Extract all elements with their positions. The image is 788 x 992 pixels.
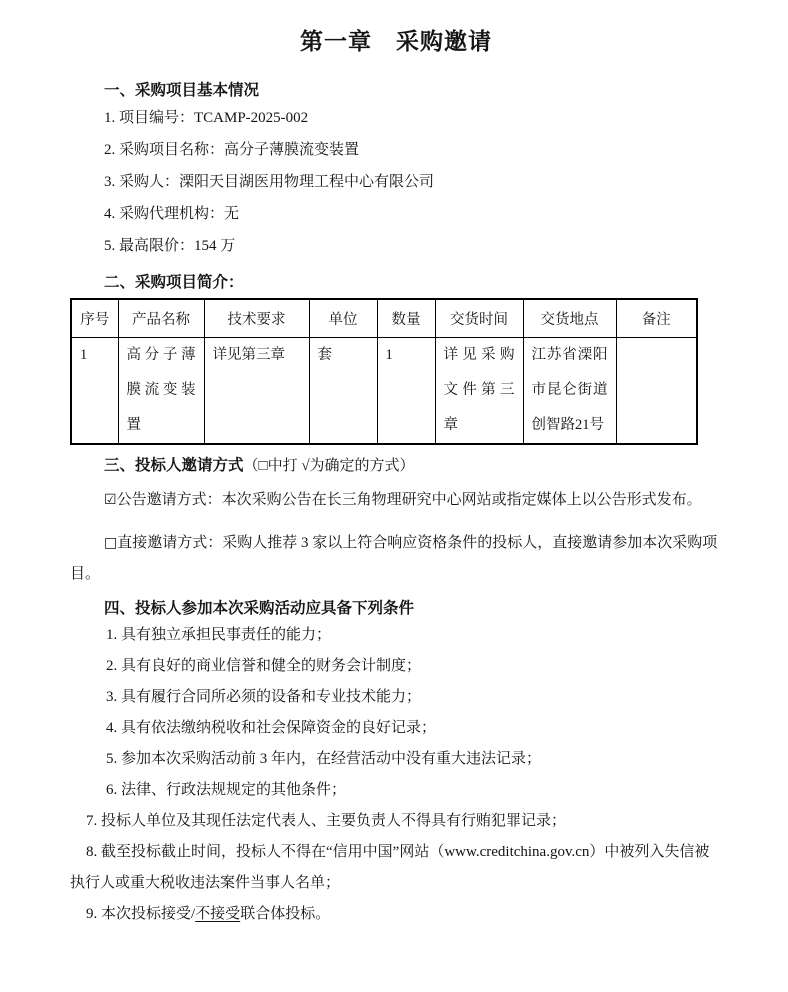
table-header-cell: 备注	[616, 299, 697, 337]
invitation-option-text: 直接邀请方式：采购人推荐 3 家以上符合响应资格条件的投标人，直接邀请参加本次采购项目。	[70, 534, 718, 582]
joint-bid-prefix: 9. 本次投标接受/	[86, 905, 196, 922]
condition-item: 8. 截至投标截止时间，投标人不得在“信用中国”网站（www.creditchina.gov.cn）中被列入失信被执行人或重大税收违法案件当事人名单；	[70, 843, 710, 891]
table-header-cell: 序号	[71, 299, 118, 337]
table-header-cell: 单位	[309, 299, 377, 337]
basic-info-item: 5. 最高限价：154 万	[104, 238, 236, 254]
table-header-row	[71, 299, 697, 337]
joint-bid-not-accepted-underline: 不接受	[195, 905, 241, 922]
joint-bid-suffix: 联合体投标。	[240, 905, 331, 922]
invitation-heading-note: （□中打 √为确定的方式）	[243, 457, 415, 474]
table-cell-unit: 套	[309, 337, 377, 444]
table-cell-tech: 详见第三章	[204, 337, 309, 444]
table-header-cell: 技术要求	[204, 299, 309, 337]
section-heading-invitation-method	[70, 455, 722, 477]
table-header-cell: 数量	[377, 299, 435, 337]
invitation-option-direct	[70, 528, 722, 590]
condition-item: 7. 投标人单位及其现任法定代表人、主要负责人不得具有行贿犯罪记录；	[86, 812, 567, 829]
condition-item: 2. 具有良好的商业信誉和健全的财务会计制度；	[106, 657, 422, 674]
table-cell-delivery-time: 详见采购文件第三章	[435, 337, 523, 444]
procurement-summary-table	[70, 298, 698, 445]
condition-item: 4. 具有依法缴纳税收和社会保障资金的良好记录；	[106, 719, 437, 736]
table-cell-seq: 1	[71, 337, 118, 444]
condition-item: 3. 具有履行合同所必须的设备和专业技术能力；	[106, 688, 422, 705]
basic-info-item: 3. 采购人：溧阳天目湖医用物理工程中心有限公司	[104, 174, 435, 190]
table-row	[71, 337, 697, 444]
section-heading-basic-info: 一、采购项目基本情况	[104, 82, 260, 99]
condition-item: 1. 具有独立承担民事责任的能力；	[106, 626, 332, 643]
table-cell-qty: 1	[377, 337, 435, 444]
chapter-title: 第一章 采购邀请	[300, 28, 492, 54]
checked-checkbox-icon: ☑	[104, 491, 117, 508]
basic-info-item: 2. 采购项目名称：高分子薄膜流变装置	[104, 142, 360, 158]
table-cell-remark	[616, 337, 697, 444]
document-page	[0, 26, 788, 992]
unchecked-checkbox-icon: □	[104, 534, 118, 551]
section-heading-bidder-conditions: 四、投标人参加本次采购活动应具备下列条件	[104, 599, 415, 617]
table-header-cell: 交货地点	[523, 299, 616, 337]
invitation-option-announcement	[70, 485, 722, 516]
basic-info-item: 4. 采购代理机构：无	[104, 206, 240, 222]
invitation-option-text: 公告邀请方式：本次采购公告在长三角物理研究中心网站或指定媒体上以公告形式发布。	[116, 491, 702, 508]
condition-item: 6. 法律、行政法规规定的其他条件；	[106, 781, 347, 798]
table-cell-product: 高分子薄膜流变装置	[118, 337, 204, 444]
condition-item-joint-bid	[70, 899, 722, 930]
condition-item: 5. 参加本次采购活动前 3 年内，在经营活动中没有重大违法记录；	[106, 750, 542, 767]
table-cell-delivery-place: 江苏省溧阳市昆仑街道创智路21号	[523, 337, 616, 444]
section-heading-project-intro: 二、采购项目简介：	[104, 274, 244, 291]
invitation-heading-text: 三、投标人邀请方式	[104, 456, 244, 474]
table-header-cell: 产品名称	[118, 299, 204, 337]
table-header-cell: 交货时间	[435, 299, 523, 337]
basic-info-item: 1. 项目编号：TCAMP-2025-002	[104, 110, 309, 126]
